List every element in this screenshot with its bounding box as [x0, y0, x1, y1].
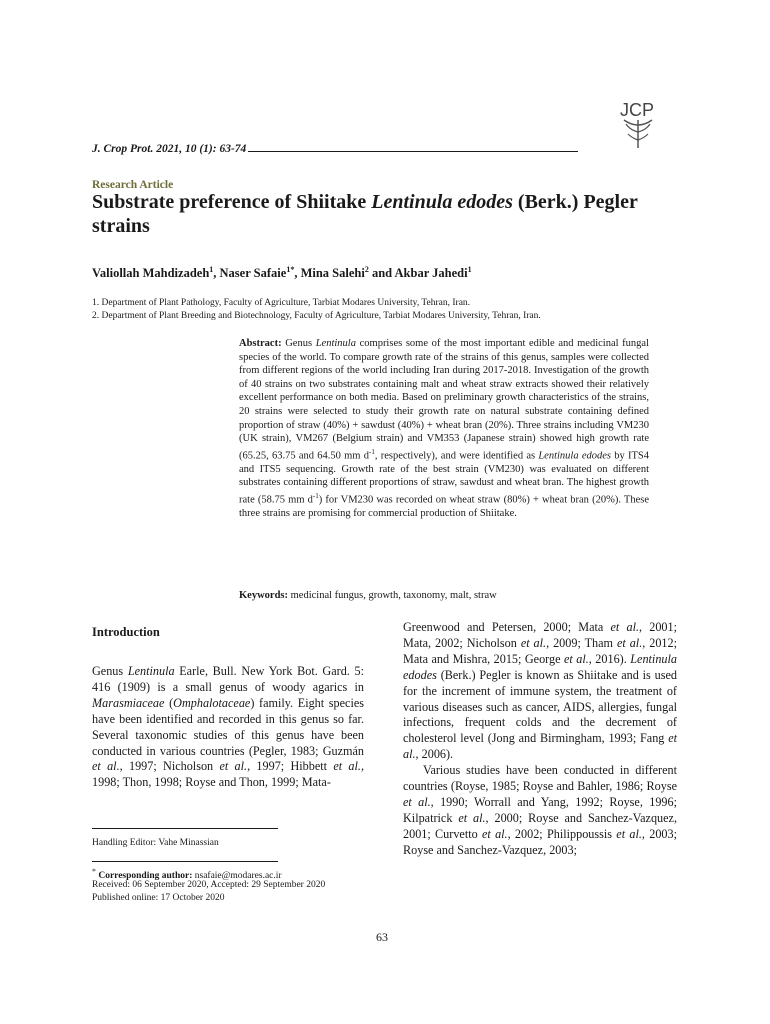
author-sep: and	[368, 266, 395, 280]
title-part: Substrate preference of Shiitake	[92, 191, 372, 213]
author: Akbar Jahedi	[394, 266, 468, 280]
author-sep: ,	[294, 266, 301, 280]
intro-italic: et al.	[616, 635, 643, 650]
intro-italic: et al.	[458, 810, 486, 825]
abstract-text: Genus	[281, 338, 316, 349]
intro-italic: et al.	[481, 826, 508, 841]
intro-text: , 2000; Royse and Sanchez-Vazquez, 2001; Curvetto	[403, 810, 677, 841]
keywords-text: medicinal fungus, growth, taxonomy, malt, straw	[288, 590, 497, 601]
author-list	[92, 266, 692, 281]
author: Mina Salehi	[300, 266, 365, 280]
abstract-sup: -1	[368, 447, 375, 456]
intro-italic: et al.	[219, 759, 248, 774]
intro-paragraph-left	[92, 664, 364, 791]
handling-editor: Handling Editor: Vahe Minassian	[92, 838, 219, 848]
intro-text: , 1997; Hibbett	[247, 759, 334, 774]
intro-text: ) family. Eight species have been identified and recorded in this genus so far. Several taxonomic studies of this genus have been conducted in various countries (Pegler, 1983; Guzmán	[92, 695, 364, 758]
abstract-text: comprises some of the most important edible and medicinal fungal species of the world. To compare growth rate of the strains of this genus, samples were collected from different regions of the world including Iran during 2017-2018. Investigation of the growth of 40 strains on two substrates containing malt and wheat straw extracts showed their relatively excellent performance on both media. Based on preliminary growth characteristics of the strains, 20 strains were selected to study their growth rate on natural substrate containing defined proportion of straw (40%) + sawdust (40%) + wheat bran (20%). Three strains including VM230 (UK strain), VM267 (Belgium strain) and VM353 (Japanese strain) showed high growth rate (65.25, 63.75 and 64.50 mm d	[239, 338, 649, 462]
intro-text: Earle, Bull. New York Bot. Gard. 5: 416 (1909) is a small genus of woody agarics in	[92, 664, 364, 694]
intro-text: (Berk.) Pegler is known as Shiitake and is used for the increment of immune system, the treatment of various diseases such as cancer, AIDS, allergies, fungal infections, frequent colds and the decrement of cholesterol level (Jong and Birmingham, 1993; Fang	[403, 667, 677, 746]
intro-text: , 1997; Nicholson	[119, 759, 220, 774]
intro-italic: et al.	[563, 651, 589, 666]
intro-text: , 2012; Mata and Mishra, 2015; George	[403, 635, 678, 666]
keywords	[239, 590, 649, 601]
logo-text: JCP	[620, 100, 655, 120]
abstract-label: Abstract:	[239, 338, 282, 349]
title-part: (Berk.) Pegler strains	[92, 191, 638, 237]
affiliation: 1. Department of Plant Pathology, Faculty of Agriculture, Tarbiat Modares University, Tehran, Iran.	[92, 298, 471, 308]
corr-star: *	[92, 867, 96, 876]
title-species: Lentinula edodes	[371, 191, 513, 213]
author: Valiollah Mahdizadeh	[92, 266, 210, 280]
intro-italic: et al.	[403, 794, 431, 809]
abstract-sup: -1	[312, 492, 319, 501]
page-number: 63	[376, 930, 388, 944]
intro-text: , 1990; Worrall and Yang, 1992; Royse, 1996; Kilpatrick	[403, 794, 677, 825]
intro-italic: et al.	[403, 731, 677, 762]
intro-text: , 2009; Tham	[546, 635, 617, 650]
footnote-rule	[92, 828, 278, 829]
intro-paragraph	[403, 763, 677, 858]
intro-italic: et al.	[616, 826, 642, 841]
received-date: Received: 06 September 2020, Accepted: 29 September 2020	[92, 880, 326, 890]
intro-text: , 2016).	[588, 651, 631, 666]
intro-paragraph	[403, 620, 677, 763]
intro-italic: et al.	[520, 635, 547, 650]
published-date: Published online: 17 October 2020	[92, 893, 225, 903]
intro-italic: et al.	[333, 759, 361, 774]
author-sep: ,	[213, 266, 220, 280]
intro-text: (	[164, 695, 174, 710]
abstract	[239, 337, 649, 521]
intro-italic: et al.	[92, 759, 120, 774]
intro-italic: et al.	[610, 620, 640, 634]
intro-text: Various studies have been conducted in different countries (Royse, 1985; Royse and Bahler, 1986; Royse	[403, 763, 677, 794]
intro-italic: Marasmiaceae	[92, 695, 165, 710]
abstract-text: ) for VM230 was recorded on wheat straw (80%) + wheat bran (20%). These three strains are promising for commercial production of Shiitake.	[239, 494, 649, 520]
intro-column-right	[403, 620, 677, 859]
header-rule	[248, 151, 578, 152]
article-type: Research Article	[92, 179, 174, 191]
journal-citation	[92, 143, 622, 155]
intro-text: Genus	[92, 664, 128, 678]
author-affil-mark: 1*	[286, 264, 295, 274]
intro-text: , 2003; Royse and Sanchez-Vazquez, 2003;	[403, 826, 677, 857]
author: Naser Safaie	[219, 266, 287, 280]
journal-citation-text: J. Crop Prot. 2021, 10 (1): 63-74	[92, 143, 247, 155]
keywords-label: Keywords:	[239, 590, 288, 601]
article-title	[92, 190, 692, 238]
abstract-text: , respectively), and were identified as	[374, 450, 539, 462]
intro-text: Greenwood and Petersen, 2000; Mata	[403, 620, 611, 634]
corr-email: nsafaie@modares.ac.ir	[192, 871, 282, 882]
affiliation: 2. Department of Plant Breeding and Biotechnology, Faculty of Agriculture, Tarbiat Modares University, Tehran, Iran.	[92, 311, 541, 321]
abstract-italic: Lentinula edodes	[538, 450, 611, 462]
corr-label: Corresponding author:	[95, 871, 193, 882]
intro-text: , 2001; Mata, 2002; Nicholson	[403, 620, 678, 650]
author-affil-mark: 1	[209, 264, 214, 274]
author-affil-mark: 2	[364, 264, 369, 274]
author-affil-mark: 1	[467, 264, 472, 274]
abstract-italic: Lentinula	[315, 338, 356, 349]
footnote-rule	[92, 861, 278, 862]
abstract-text: by ITS4 and ITS5 sequencing. Growth rate of the best strain (VM230) was evaluated on different substrates containing different proportions of straw, sawdust and wheat bran. The highest growth rate (58.75 mm d	[239, 450, 649, 506]
intro-italic: Lentinula	[127, 664, 175, 678]
intro-text: , 2006).	[415, 747, 454, 762]
section-heading-introduction: Introduction	[92, 625, 160, 639]
intro-text: , 1998; Thon, 1998; Royse and Thon, 1999; Mata-	[92, 759, 364, 790]
intro-text: , 2002; Philippoussis	[507, 826, 617, 841]
intro-italic: Lentinula edodes	[403, 651, 677, 682]
intro-italic: Omphalotaceae	[173, 695, 251, 710]
